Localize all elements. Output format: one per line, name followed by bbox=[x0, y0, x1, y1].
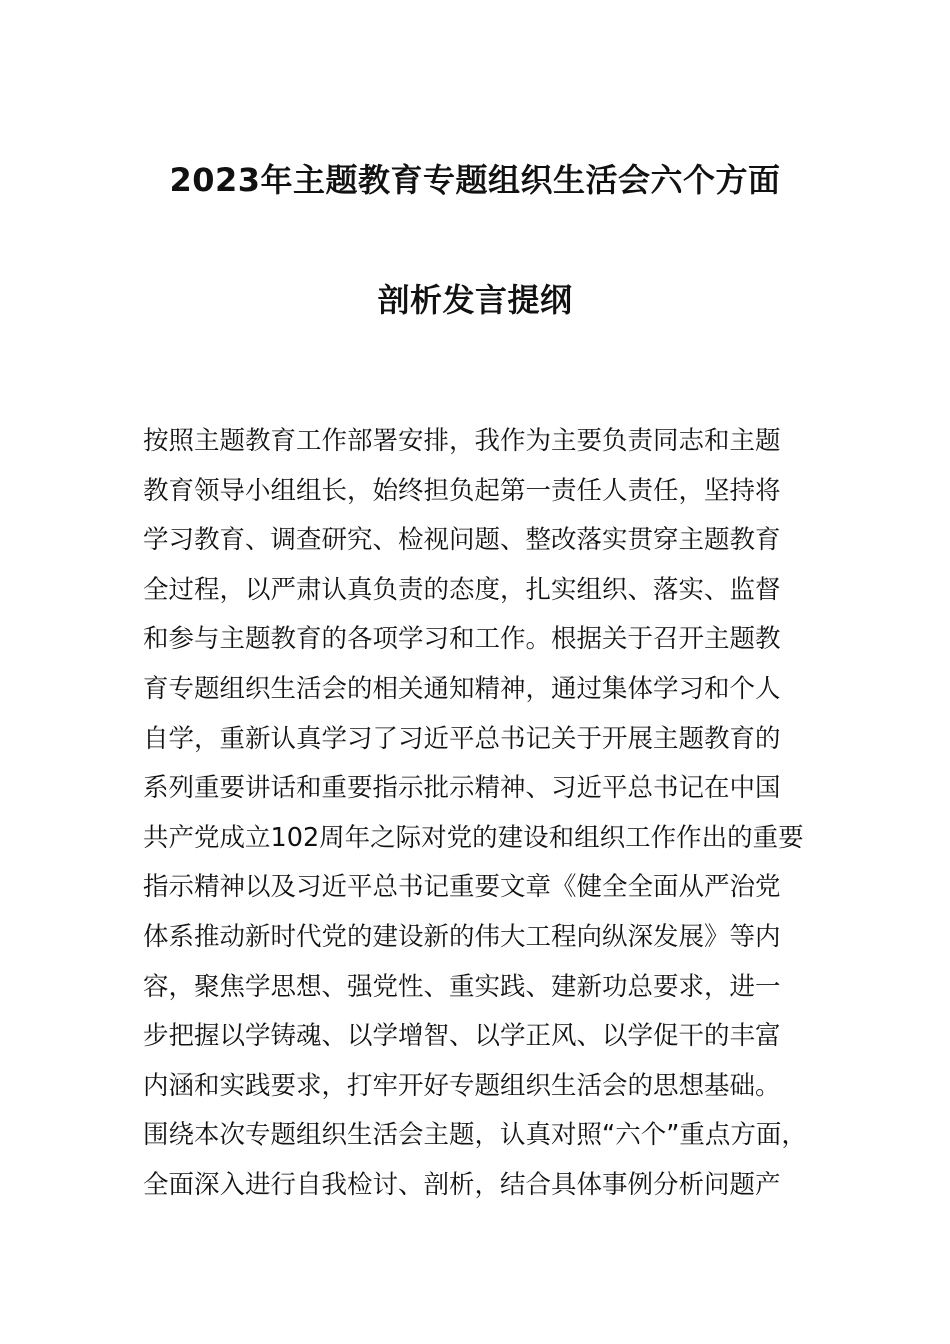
body-line: 体系推动新时代党的建设新的伟大工程向纵深发展》等内 bbox=[143, 921, 781, 952]
body-line: 容，聚焦学思想、强党性、重实践、建新功总要求，进一 bbox=[143, 971, 781, 1002]
body-line: 围绕本次专题组织生活会主题，认真对照“六个”重点方面， bbox=[143, 1120, 807, 1151]
body-line: 学习教育、调查研究、检视问题、整改落实贯穿主题教育 bbox=[143, 525, 781, 556]
body-line: 系列重要讲话和重要指示批示精神、习近平总书记在中国 bbox=[143, 773, 781, 804]
body-line: 全面深入进行自我检讨、剖析，结合具体事例分析问题产 bbox=[143, 1169, 781, 1200]
body-line: 自学，重新认真学习了习近平总书记关于开展主题教育的 bbox=[143, 723, 781, 754]
document-title-line-1: 2023年主题教育专题组织生活会六个方面 bbox=[169, 161, 781, 199]
body-line: 教育领导小组组长，始终担负起第一责任人责任，坚持将 bbox=[143, 475, 781, 506]
body-line: 和参与主题教育的各项学习和工作。根据关于召开主题教 bbox=[143, 624, 781, 655]
document-title-line-2: 剖析发言提纲 bbox=[377, 281, 573, 319]
body-line: 内涵和实践要求，打牢开好专题组织生活会的思想基础。 bbox=[143, 1070, 781, 1101]
body-line: 全过程，以严肃认真负责的态度，扎实组织、落实、监督 bbox=[143, 574, 781, 605]
document-body bbox=[143, 417, 811, 1211]
body-line: 育专题组织生活会的相关通知精神，通过集体学习和个人 bbox=[143, 673, 781, 704]
body-line: 共产党成立102周年之际对党的建设和组织工作作出的重要 bbox=[143, 822, 804, 853]
body-line: 指示精神以及习近平总书记重要文章《健全全面从严治党 bbox=[143, 872, 781, 903]
body-line: 按照主题教育工作部署安排，我作为主要负责同志和主题 bbox=[143, 426, 781, 456]
body-line: 步把握以学铸魂、以学增智、以学正风、以学促干的丰富 bbox=[143, 1021, 781, 1052]
